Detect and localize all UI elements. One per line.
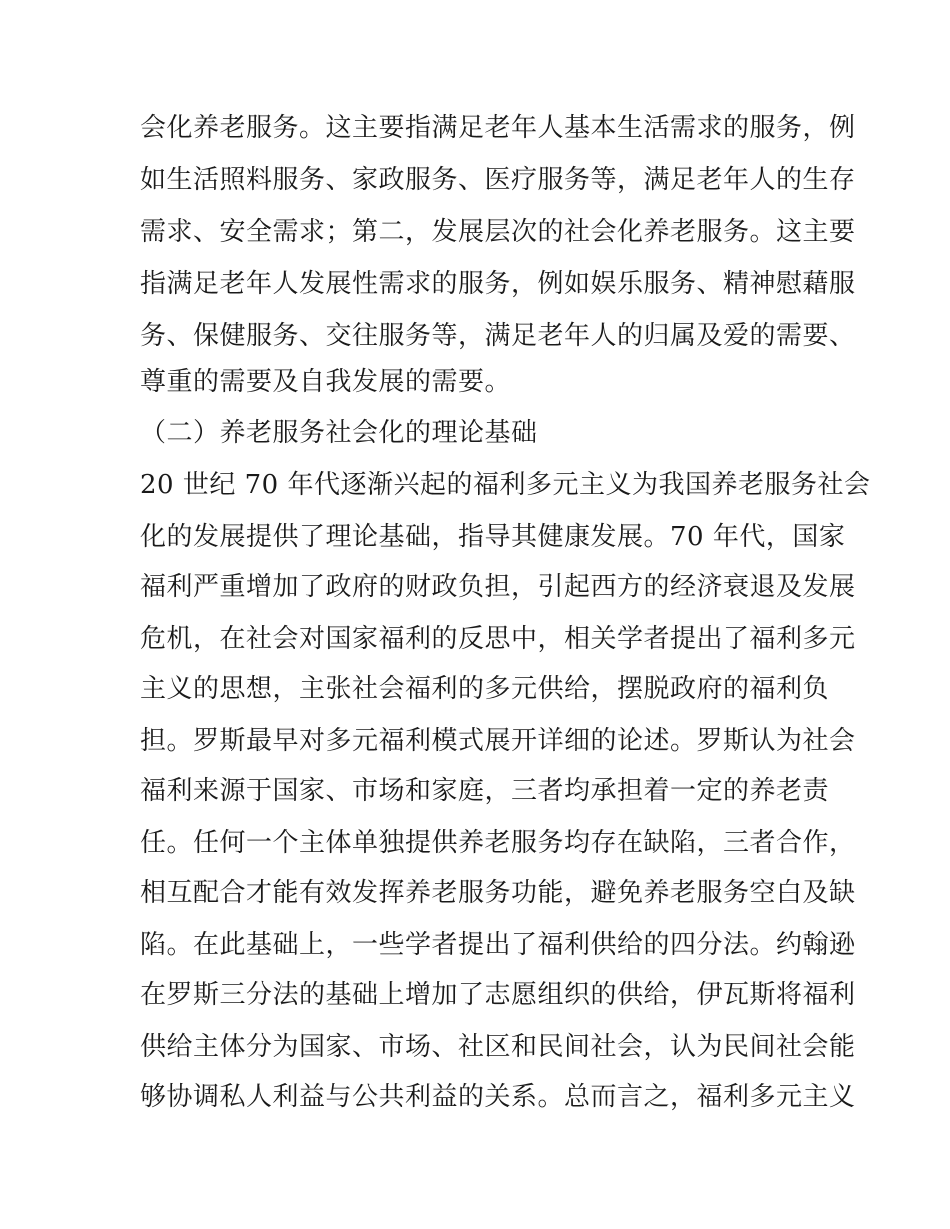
body-text-line: 如生活照料服务、家政服务、医疗服务等，满足老年人的生存 — [140, 165, 856, 195]
body-text-line: 化的发展提供了理论基础，指导其健康发展。70 年代，国家 — [140, 522, 846, 552]
section-heading: （二）养老服务社会化的理论基础 — [140, 418, 538, 448]
body-text-line: 陷。在此基础上，一些学者提出了福利供给的四分法。约翰逊 — [140, 930, 856, 960]
body-text-line: 供给主体分为国家、市场、社区和民间社会，认为民间社会能 — [140, 1032, 856, 1062]
body-text-line: 尊重的需要及自我发展的需要。 — [140, 367, 512, 397]
body-text-line: 够协调私人利益与公共利益的关系。总而言之，福利多元主义 — [140, 1082, 856, 1112]
body-text-line: 任。任何一个主体单独提供养老服务均存在缺陷，三者合作， — [140, 828, 856, 858]
body-text-line: 指满足老年人发展性需求的服务，例如娱乐服务、精神慰藉服 — [140, 269, 856, 299]
body-text-line: 主义的思想，主张社会福利的多元供给，摆脱政府的福利负 — [140, 674, 830, 704]
body-text-line: 务、保健服务、交往服务等，满足老年人的归属及爱的需要、 — [140, 321, 856, 351]
body-text-line: 危机，在社会对国家福利的反思中，相关学者提出了福利多元 — [140, 624, 856, 654]
body-text-line: 会化养老服务。这主要指满足老年人基本生活需求的服务，例 — [140, 113, 856, 143]
body-text-line: 相互配合才能有效发挥养老服务功能，避免养老服务空白及缺 — [140, 878, 856, 908]
body-text-line: 担。罗斯最早对多元福利模式展开详细的论述。罗斯认为社会 — [140, 726, 856, 756]
body-text-line: 20 世纪 70 年代逐渐兴起的福利多元主义为我国养老服务社会 — [140, 470, 871, 500]
body-text-line: 在罗斯三分法的基础上增加了志愿组织的供给，伊瓦斯将福利 — [140, 980, 856, 1010]
body-text-line: 福利严重增加了政府的财政负担，引起西方的经济衰退及发展 — [140, 572, 856, 602]
body-text-line: 需求、安全需求；第二，发展层次的社会化养老服务。这主要 — [140, 217, 856, 247]
body-text-line: 福利来源于国家、市场和家庭，三者均承担着一定的养老责 — [140, 776, 830, 806]
